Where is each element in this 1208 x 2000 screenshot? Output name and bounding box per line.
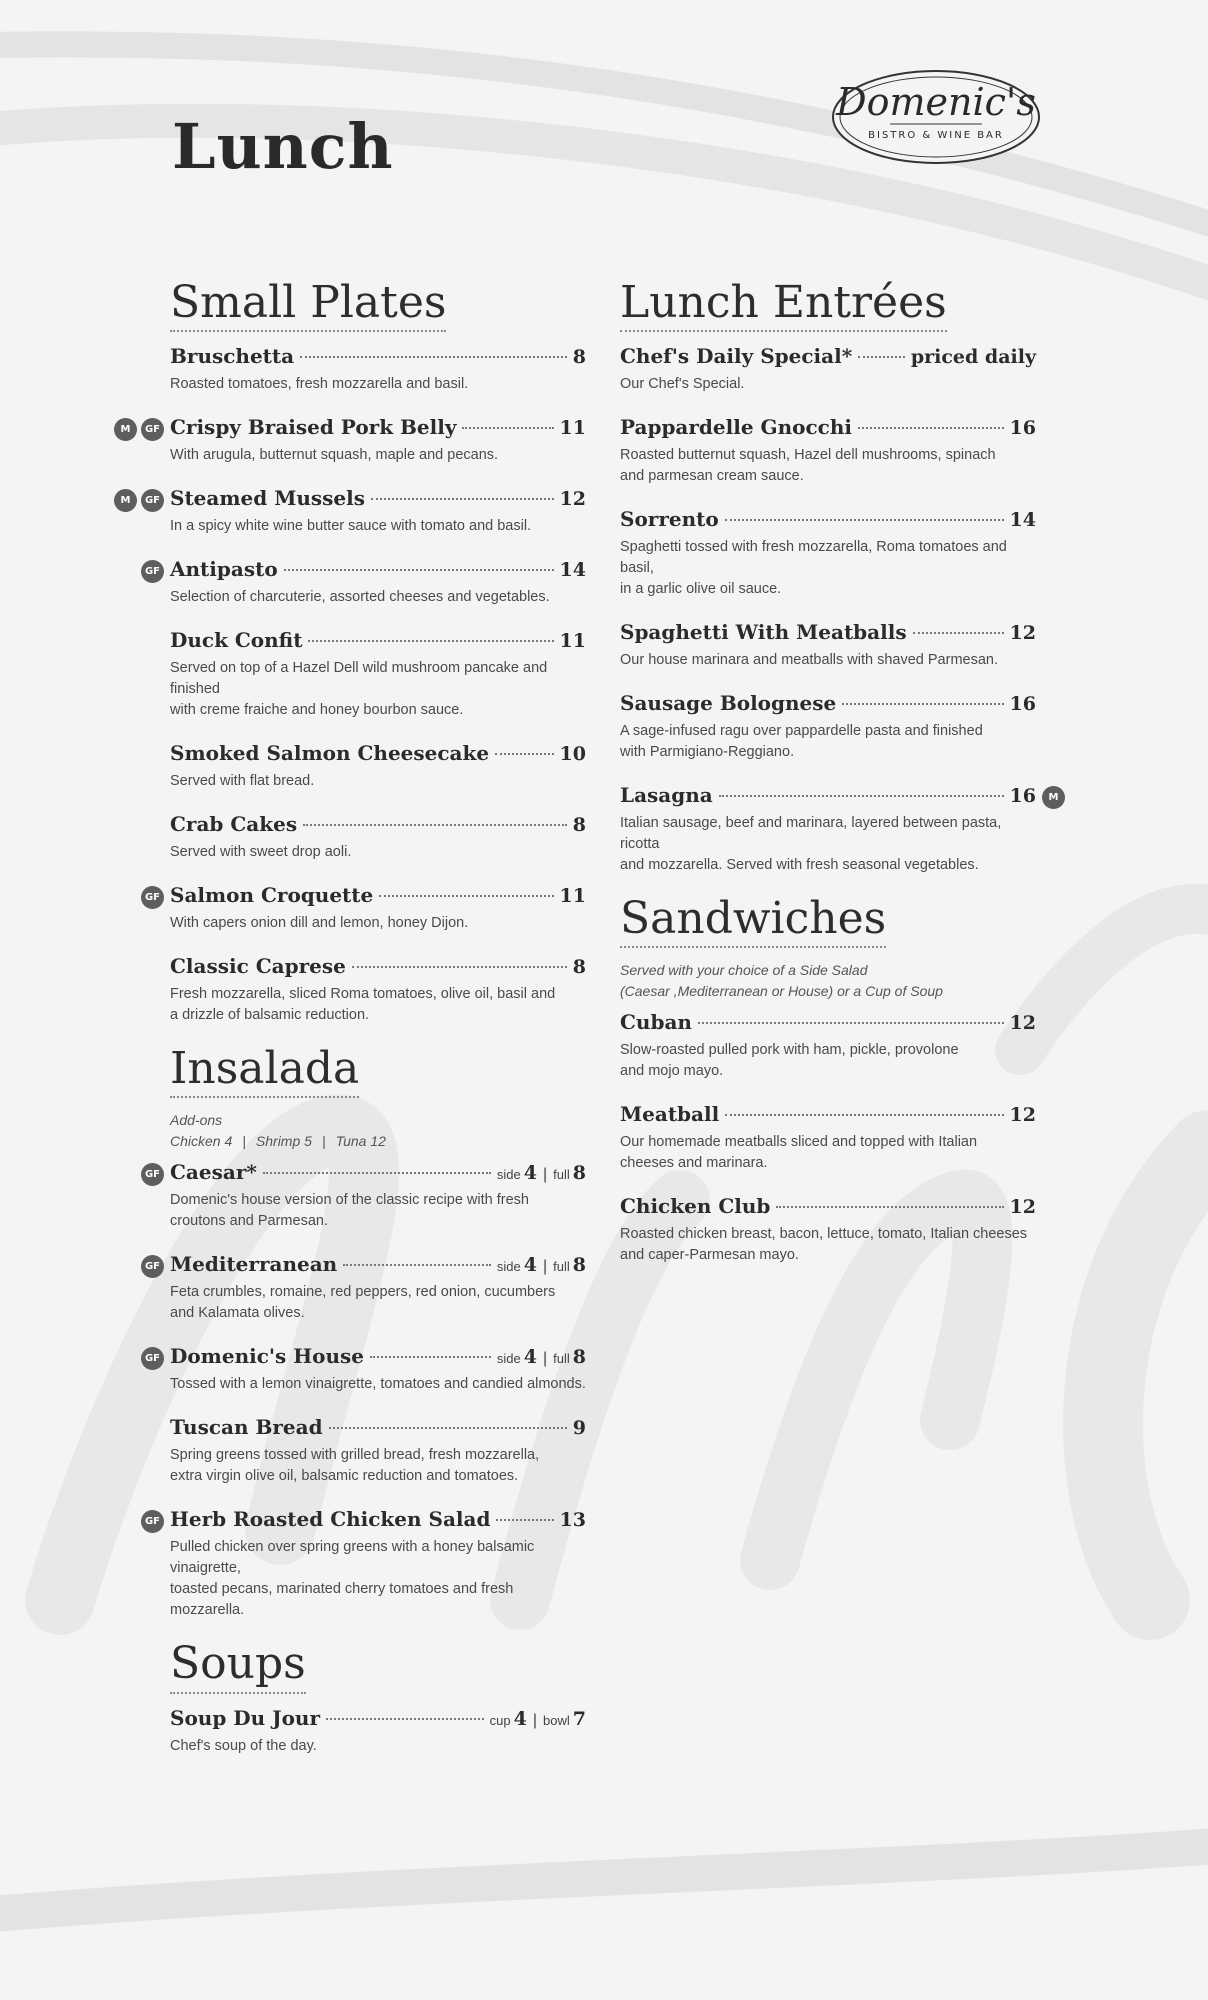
menu-item-row [620,691,1036,719]
menu-item [620,620,1036,671]
menu-item-name: Mediterranean [170,1252,338,1277]
menu-item-price: 10 [559,743,586,766]
size-price: 4 [513,1707,527,1730]
dot-leader [495,753,553,755]
menu-item-description: With capers onion dill and lemon, honey Dijon. [170,915,469,932]
menu-item-price: 12 [1009,1104,1036,1127]
menu-item-description: Our homemade meatballs sliced and topped with Italian cheeses and marinara. [620,1134,978,1172]
size-price: 8 [572,1346,586,1369]
menu-item-row [170,954,586,982]
dietary-badges [141,1163,164,1186]
m-badge: M [1042,786,1065,809]
dot-leader [913,632,1004,634]
size-label: side [496,1259,521,1275]
menu-item-row [620,344,1036,372]
menu-item-name: Steamed Mussels [170,486,365,511]
section-title: Small Plates [170,280,446,332]
menu-item [144,883,586,934]
menu-item-row [170,1344,586,1372]
size-price: 4 [523,1346,537,1369]
menu-item-description: Roasted chicken breast, bacon, lettuce, tomato, Italian cheeses and caper-Parmesan mayo. [620,1226,1028,1264]
dietary-badges [141,886,164,909]
size-label: full [553,1259,570,1275]
addons-label: Add-ons [170,1112,223,1129]
logo-name: Domenic's [836,80,1036,124]
menu-item-row [620,1102,1036,1130]
menu-item-row [620,415,1036,443]
menu-item-price: 14 [559,559,586,582]
menu-item-description: Roasted butternut squash, Hazel dell mushrooms, spinach and parmesan cream sauce. [620,447,996,485]
menu-item-description: Feta crumbles, romaine, red peppers, red onion, cucumbers and Kalamata olives. [170,1284,556,1322]
menu-item [170,344,586,395]
menu-item [620,1194,1036,1266]
menu-item [170,741,586,792]
menu-item [170,628,586,721]
menu-item-price: 11 [559,417,586,440]
menu-item [144,1344,586,1395]
menu-item-price [497,1346,586,1368]
menu-item-name: Antipasto [170,557,278,582]
menu-item-price: 12 [1009,622,1036,645]
section-title: Sandwiches [620,896,886,948]
menu-item-name: Duck Confit [170,628,303,653]
gluten-free-badge: GF [141,489,164,512]
dot-leader [725,519,1004,521]
menu-item [620,415,1036,487]
menu-item-name: Classic Caprese [170,954,346,979]
menu-item-price [497,1254,586,1276]
menu-item [170,1706,586,1757]
menu-item-name: Herb Roasted Chicken Salad [170,1507,491,1532]
menu-item [120,415,586,466]
dot-leader [326,1718,484,1720]
menu-item-name: Soup Du Jour [170,1705,320,1730]
dot-leader [343,1264,491,1266]
gluten-free-badge: GF [141,560,164,583]
addon-item: Chicken 4 [170,1133,233,1150]
brand-logo [830,68,1042,166]
m-badge: M [114,418,137,441]
menu-item-description: Spring greens tossed with grilled bread, fresh mozzarella, extra virgin olive oil, balsamic reduction and tomatoes. [170,1447,540,1485]
addons-list [170,1131,586,1152]
menu-item-price: 12 [1009,1012,1036,1035]
menu-item-name: Cuban [620,1010,692,1035]
gluten-free-badge: GF [141,1347,164,1370]
dot-leader [263,1172,491,1174]
menu-item-row [170,1160,586,1188]
size-price: 4 [523,1254,537,1277]
price-separator: | [542,1166,548,1184]
left-column [120,277,586,1777]
dietary-badges [141,1255,164,1278]
menu-item-name: Crispy Braised Pork Belly [170,415,457,440]
menu-item-description: In a spicy white wine butter sauce with tomato and basil. [170,518,532,535]
dot-leader [776,1206,1003,1208]
addon-item: Tuna 12 [335,1133,386,1150]
menu-item-row [620,783,1036,811]
menu-item-price: priced daily [910,346,1036,369]
menu-item-row [170,741,586,769]
lunch-entrees-section [620,277,1059,876]
menu-item-price [490,1708,586,1730]
section-title: Lunch Entrées [620,280,947,332]
dot-leader [300,356,567,358]
size-price: 4 [523,1162,537,1185]
page-title: Lunch [172,110,394,183]
dot-leader [496,1519,553,1521]
menu-item [620,1010,1036,1082]
section-title: Insalada [170,1046,359,1098]
menu-item-name: Chicken Club [620,1194,771,1219]
dot-leader [352,966,567,968]
menu-item-row [170,812,586,840]
menu-item-description: Italian sausage, beef and marinara, layered between pasta, ricotta and mozzarella. Served with fresh seasonal vegetables. [620,815,1002,874]
menu-item [120,486,586,537]
menu-item-name: Chef's Daily Special* [620,344,853,369]
dot-leader [719,795,1004,797]
addon-separator: | [242,1133,246,1150]
addon-item: Shrimp 5 [255,1133,312,1150]
menu-item-price [497,1162,586,1184]
menu-item-price: 8 [572,346,586,369]
menu-item-name: Pappardelle Gnocchi [620,415,852,440]
dot-leader [329,1427,567,1429]
menu-item-name: Smoked Salmon Cheesecake [170,741,490,766]
menu-item-row [170,1415,586,1443]
menu-item-description: Slow-roasted pulled pork with ham, pickle, provolone and mojo mayo. [620,1042,959,1080]
size-label: full [553,1351,570,1367]
menu-item [170,1415,586,1487]
menu-item-name: Domenic's House [170,1344,364,1369]
dot-leader [858,356,905,358]
menu-item-row [620,620,1036,648]
small-plates-section [120,277,586,1026]
size-price: 8 [572,1254,586,1277]
menu-item-row [620,1194,1036,1222]
menu-item [620,344,1036,395]
gluten-free-badge: GF [141,1255,164,1278]
menu-item [170,812,586,863]
menu-item-description: Spaghetti tossed with fresh mozzarella, Roma tomatoes and basil, in a garlic olive oil sauce. [620,539,1007,598]
menu-item-name: Spaghetti With Meatballs [620,620,907,645]
menu-item-description: Chef's soup of the day. [170,1737,317,1754]
dietary-badges [141,560,164,583]
price-separator: | [532,1711,538,1729]
menu-item-description: Roasted tomatoes, fresh mozzarella and basil. [170,376,469,393]
menu-item-name: Lasagna [620,783,713,808]
addon-separator: | [321,1133,326,1150]
size-label: full [553,1167,570,1183]
dietary-badges [1042,786,1065,809]
menu-item-name: Crab Cakes [170,812,298,837]
dot-leader [698,1022,1004,1024]
menu-item-name: Meatball [620,1102,720,1127]
menu-item-name: Bruschetta [170,344,295,369]
menu-item-price: 8 [572,814,586,837]
menu-item-description: Fresh mozzarella, sliced Roma tomatoes, olive oil, basil and a drizzle of balsamic reduction. [170,986,556,1024]
dot-leader [370,1356,491,1358]
size-label: side [496,1167,521,1183]
dietary-badges [141,1347,164,1370]
menu-item-name: Sausage Bolognese [620,691,837,716]
dot-leader [379,895,553,897]
m-badge: M [114,489,137,512]
price-separator: | [542,1350,548,1368]
menu-item-description: Selection of charcuterie, assorted cheeses and vegetables. [170,589,550,606]
menu-item-description: Our house marinara and meatballs with shaved Parmesan. [620,652,998,669]
insalada-section [144,1043,586,1621]
menu-item-row [170,1252,586,1280]
menu-item-price: 12 [1009,1196,1036,1219]
menu-item-description: Served with sweet drop aoli. [170,844,352,861]
menu-item-price: 13 [559,1509,586,1532]
menu-item [620,783,1059,876]
right-column [620,277,1059,1286]
menu-item-name: Caesar* [170,1160,257,1185]
menu-item [144,1252,586,1324]
menu-item-row [170,557,586,585]
menu-item-price: 16 [1009,417,1036,440]
gluten-free-badge: GF [141,418,164,441]
menu-item-row [170,415,586,443]
dot-leader [284,569,554,571]
menu-item [620,1102,1036,1174]
menu-item-price: 8 [572,956,586,979]
dot-leader [303,824,567,826]
menu-item-row [620,507,1036,535]
menu-item-name: Sorrento [620,507,719,532]
menu-item [620,507,1036,600]
sandwiches-note: Served with your choice of a Side Salad (Caesar ,Mediterranean or House) or a Cup of Soup [620,962,943,1000]
menu-item-name: Salmon Croquette [170,883,374,908]
soups-section [170,1638,586,1756]
menu-item [170,954,586,1026]
menu-item-description: Pulled chicken over spring greens with a honey balsamic vinaigrette, toasted pecans, marinated cherry tomatoes and fresh mozzarella. [170,1539,535,1619]
menu-item [144,1507,586,1621]
dot-leader [462,427,553,429]
menu-item-row [170,1507,586,1535]
menu-item-row [620,1010,1036,1038]
menu-item-description: Served on top of a Hazel Dell wild mushroom pancake and finished with creme fraiche and honey bourbon sauce. [170,660,548,719]
menu-item-row [170,1706,586,1734]
menu-item-description: Our Chef's Special. [620,376,745,393]
menu-item-price: 12 [559,488,586,511]
size-price: 7 [572,1707,586,1730]
size-price: 8 [572,1162,586,1185]
dot-leader [308,640,553,642]
menu-item [144,1160,586,1232]
gluten-free-badge: GF [141,886,164,909]
dietary-badges [114,418,164,441]
menu-item-description: Tossed with a lemon vinaigrette, tomatoes and candied almonds. [170,1376,586,1393]
menu-item-description: A sage-infused ragu over pappardelle pasta and finished with Parmigiano-Reggiano. [620,723,983,761]
menu-item-row [170,628,586,656]
size-label: bowl [543,1712,570,1728]
dot-leader [725,1114,1003,1116]
menu-item-price: 16 [1009,785,1036,808]
addons-note [170,1110,586,1152]
sandwiches-section [620,893,1036,1266]
dot-leader [842,703,1003,705]
gluten-free-badge: GF [141,1163,164,1186]
dietary-badges [114,489,164,512]
dot-leader [858,427,1004,429]
menu-item-price: 11 [559,630,586,653]
menu-item-description: With arugula, butternut squash, maple and pecans. [170,447,499,464]
menu-item-price: 9 [572,1417,586,1440]
gluten-free-badge: GF [141,1510,164,1533]
menu-item [620,691,1036,763]
menu-item-row [170,486,586,514]
size-label: side [496,1351,521,1367]
size-label: cup [489,1712,511,1728]
price-separator: | [542,1258,548,1276]
menu-item-row [170,344,586,372]
dietary-badges [141,1510,164,1533]
menu-item-price: 16 [1009,693,1036,716]
logo-subtitle: BISTRO & WINE BAR [868,130,1004,141]
section-title: Soups [170,1641,306,1693]
menu-item-price: 11 [559,885,586,908]
menu-item-price: 14 [1009,509,1036,532]
menu-item-description: Domenic's house version of the classic recipe with fresh croutons and Parmesan. [170,1192,529,1230]
menu-item [144,557,586,608]
dot-leader [371,498,554,500]
menu-item-row [170,883,586,911]
menu-item-description: Served with flat bread. [170,773,315,790]
menu-item-name: Tuscan Bread [170,1415,323,1440]
